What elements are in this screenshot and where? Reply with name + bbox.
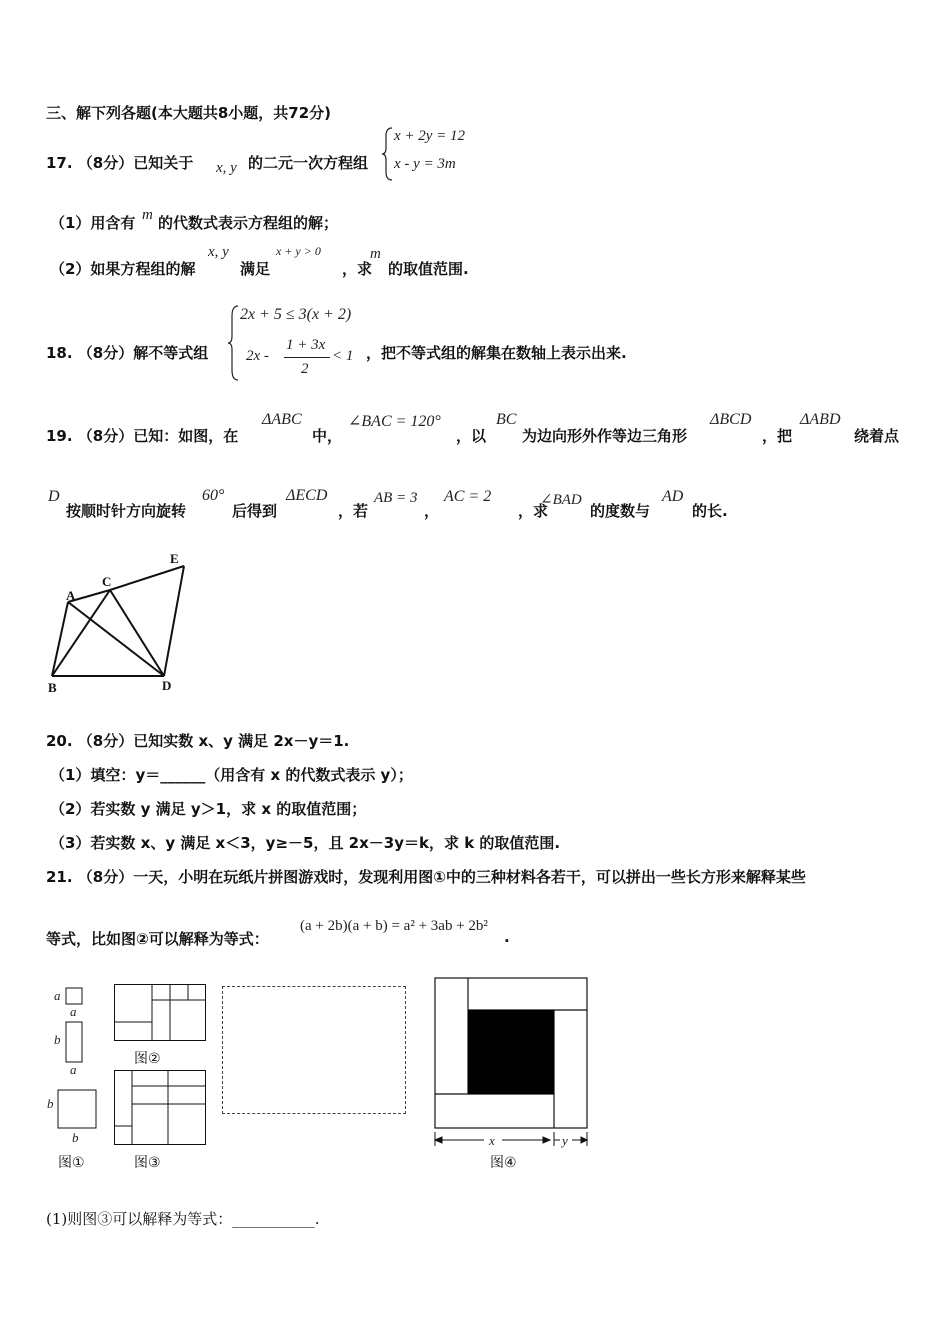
q19-ab: AB = 3 xyxy=(374,490,418,506)
q18-tail: ，把不等式组的解集在数轴上表示出来. xyxy=(366,344,627,362)
q21-equation: (a + 2b)(a + b) = a² + 3ab + 2b² xyxy=(300,918,488,934)
q21-line1: 21. （8分）一天，小明在玩纸片拼图游戏时，发现利用图①中的三种材料各若干，可以拼出一些长方形来解释某些 xyxy=(46,868,806,886)
fig1-materials xyxy=(44,982,114,1172)
q17-part1-a: （1）用含有 xyxy=(50,214,136,232)
q17-part1-b: 的代数式表示方程组的解； xyxy=(158,214,339,232)
q17-part2-b: 满足 xyxy=(240,260,271,278)
segment-ed xyxy=(164,566,184,676)
label-b-side2: b xyxy=(47,1096,54,1111)
segment-ce xyxy=(110,566,184,590)
q20-part3: （3）若实数 x、y 满足 x＜3，y≥－5，且 2x－3y＝k，求 k 的取值范围. xyxy=(50,834,561,852)
q19-t5: 绕着点 xyxy=(854,427,900,445)
label-b-side: b xyxy=(54,1032,61,1047)
label-d: D xyxy=(162,678,172,693)
q19-t7: 后得到 xyxy=(232,502,278,520)
q17-part2-m: m xyxy=(370,246,381,262)
segment-ad xyxy=(68,602,164,676)
q17-part2-a: （2）如果方程组的解 xyxy=(50,260,196,278)
q19-t9: ， xyxy=(424,502,440,520)
q19-angle: ∠BAC = 120° xyxy=(348,413,441,430)
fig1-caption: 图① xyxy=(58,1155,85,1171)
q17-brace-icon xyxy=(382,126,394,182)
q19-t4: ，把 xyxy=(762,427,793,445)
fig2-rectangle xyxy=(114,984,208,1044)
q21-part1: (1)则图③可以解释为等式：___________. xyxy=(46,1210,320,1228)
q19-stem: 19. （8分）已知：如图，在 xyxy=(46,427,239,445)
label-a: A xyxy=(66,588,76,603)
q18-ineq2-den: 2 xyxy=(301,361,309,377)
label-x: x xyxy=(489,1133,495,1148)
q20-part2: （2）若实数 y 满足 y＞1，求 x 的取值范围； xyxy=(50,800,367,818)
fig3-caption: 图③ xyxy=(134,1155,161,1171)
q18-ineq2-num: 1 + 3x xyxy=(286,337,326,353)
q21-line2: 等式，比如图②可以解释为等式： xyxy=(46,930,269,948)
q17-part2-c: ，求 xyxy=(342,260,373,278)
q19-t10: ，求 xyxy=(518,502,549,520)
q19-tri-abd: ΔABD xyxy=(800,411,841,428)
q19-deg: 60° xyxy=(202,487,225,504)
small-square-a xyxy=(66,988,82,1004)
rectangle-ab xyxy=(66,1022,82,1062)
q19-t8: ，若 xyxy=(338,502,369,520)
q17-stem: 17. （8分）已知关于 xyxy=(46,154,194,172)
q19-ad: AD xyxy=(662,488,684,505)
q19-t11: 的度数与 xyxy=(590,502,651,520)
q19-ac: AC = 2 xyxy=(444,488,492,505)
label-e: E xyxy=(170,551,179,566)
q18-ineq1: 2x + 5 ≤ 3(x + 2) xyxy=(240,306,352,323)
q17-part2-cond: x + y > 0 xyxy=(276,244,321,258)
q17-part2-d: 的取值范围. xyxy=(388,260,469,278)
fig3-rectangle xyxy=(114,1070,208,1146)
fig4-square xyxy=(432,976,592,1152)
section-heading: 三、解下列各题(本大题共8小题，共72分) xyxy=(46,104,332,122)
q18-ineq2-a: 2x - xyxy=(246,348,269,364)
q19-bc: BC xyxy=(496,411,517,428)
fig4-caption: 图④ xyxy=(490,1155,517,1171)
segment-cd xyxy=(110,590,164,676)
q21-period: . xyxy=(504,928,510,946)
answer-drawing-area xyxy=(222,986,406,1114)
fig2-caption: 图② xyxy=(134,1051,161,1067)
q18-fraction-bar xyxy=(284,357,330,358)
q17-part2-xy: x, y xyxy=(208,244,229,260)
q19-t12: 的长. xyxy=(692,502,728,520)
q17-part1-m: m xyxy=(142,207,153,223)
label-a-bottom: a xyxy=(70,1004,77,1019)
q17-stem2: 的二元一次方程组 xyxy=(248,154,369,172)
q18-ineq2-b: < 1 xyxy=(332,348,354,364)
q19-t6: 按顺时针方向旋转 xyxy=(66,502,187,520)
q20-stem: 20. （8分）已知实数 x、y 满足 2x－y＝1. xyxy=(46,732,350,750)
q19-geometry-figure xyxy=(40,548,200,696)
q20-part1: （1）填空：y＝______（用含有 x 的代数式表示 y）； xyxy=(50,766,413,784)
q19-tri-abc: ΔABC xyxy=(262,411,302,428)
q19-t1: 中， xyxy=(312,427,343,445)
label-y: y xyxy=(562,1133,568,1148)
q17-eq1: x + 2y = 12 xyxy=(394,128,466,144)
q19-tri-bcd: ΔBCD xyxy=(710,411,752,428)
label-a-bottom2: a xyxy=(70,1062,77,1077)
label-b: B xyxy=(48,680,57,695)
q18-brace-icon xyxy=(228,304,240,382)
center-black-square xyxy=(468,1010,554,1094)
q19-t3: 为边向形外作等边三角形 xyxy=(522,427,688,445)
big-square-b xyxy=(58,1090,96,1128)
q19-tri-ecd: ΔECD xyxy=(286,487,328,504)
q19-t2: ，以 xyxy=(456,427,487,445)
q19-bad: ∠BAD xyxy=(540,492,582,508)
q17-vars: x, y xyxy=(216,160,237,176)
label-b-bottom: b xyxy=(72,1130,79,1145)
q17-eq2: x - y = 3m xyxy=(394,156,456,172)
q18-stem: 18. （8分）解不等式组 xyxy=(46,344,209,362)
label-c: C xyxy=(102,574,112,589)
label-a-side: a xyxy=(54,988,61,1003)
q19-d: D xyxy=(48,488,60,505)
